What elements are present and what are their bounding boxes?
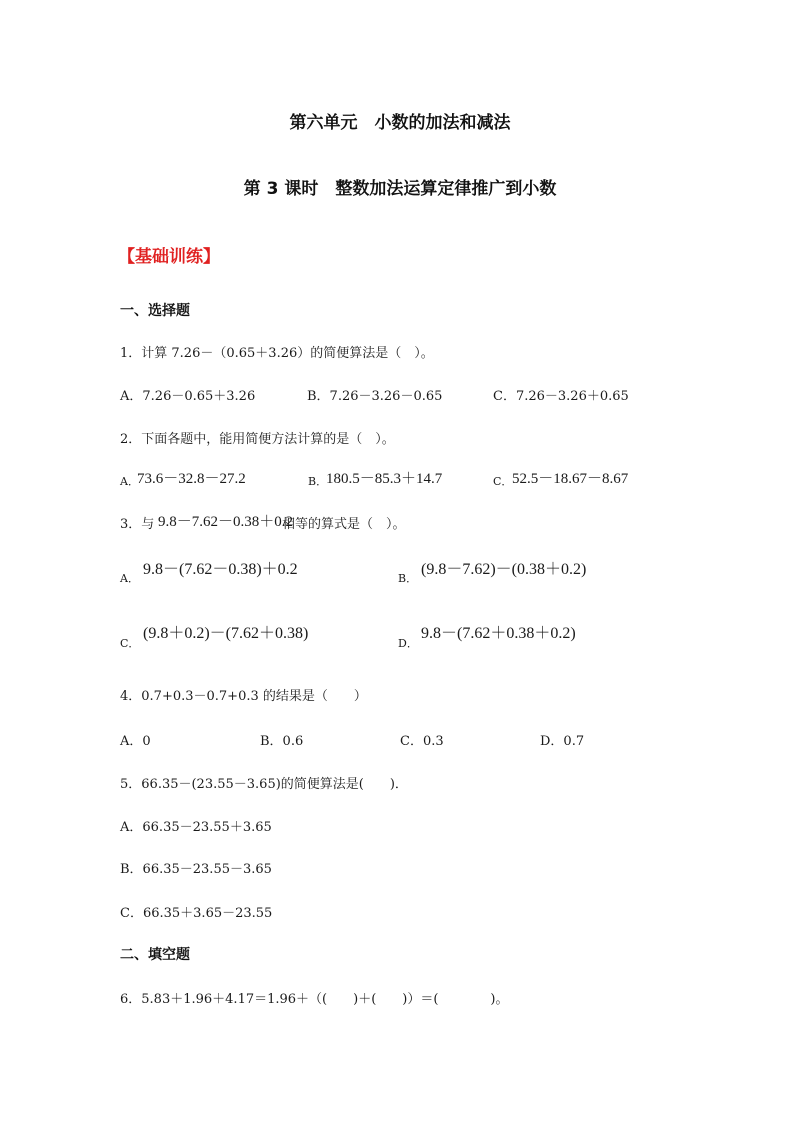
question-3-prefix: 3．与: [120, 517, 155, 532]
question-3-option-c: (9.8＋0.2)－(7.62＋0.38): [143, 625, 309, 642]
question-1-option-a: A．7.26－0.65＋3.26: [120, 389, 256, 404]
question-3-option-b: (9.8－7.62)－(0.38＋0.2): [421, 561, 587, 578]
question-2-option-a-label: A．: [120, 475, 139, 488]
lesson-title: 第 3 课时 整数加法运算定律推广到小数: [243, 179, 557, 199]
question-4-option-a: A．0: [120, 734, 151, 749]
question-3-option-c-label: C．: [120, 637, 140, 650]
question-3-option-d-label: D．: [398, 637, 418, 650]
question-2-option-c-label: C．: [493, 475, 513, 488]
unit-title: 第六单元 小数的加法和减法: [289, 113, 511, 133]
section-fill-in-title: 二、填空题: [120, 947, 190, 963]
question-5: 5．66.35－(23.55－3.65)的简便算法是( )．: [120, 777, 408, 792]
question-2: 2．下面各题中，能用简便方法计算的是（ ）。: [120, 432, 395, 447]
question-2-option-b-label: B．: [308, 475, 328, 488]
question-4: 4．0.7+0.3－0.7+0.3 的结果是（ ）: [120, 689, 367, 704]
training-label: 【基础训练】: [118, 247, 220, 267]
section-multiple-choice-title: 一、选择题: [120, 303, 190, 319]
question-5-option-a: A．66.35－23.55＋3.65: [120, 820, 272, 835]
question-1: 1．计算 7.26－（0.65＋3.26）的简便算法是（ ）。: [120, 346, 434, 361]
question-4-option-c: C．0.3: [400, 734, 444, 749]
question-4-option-d: D．0.7: [540, 734, 585, 749]
question-2-option-a: 73.6－32.8－27.2: [137, 471, 246, 487]
question-3-option-a-label: A．: [120, 572, 139, 585]
question-4-option-b: B．0.6: [260, 734, 304, 749]
question-2-option-c: 52.5－18.67－8.67: [512, 471, 629, 487]
question-5-option-c: C．66.35＋3.65－23.55: [120, 906, 273, 921]
question-1-option-b: B．7.26－3.26－0.65: [307, 389, 443, 404]
question-3-suffix: 相等的算式是（ ）。: [282, 517, 406, 532]
question-3-option-d: 9.8－(7.62＋0.38＋0.2): [421, 625, 576, 642]
question-3-option-a: 9.8－(7.62－0.38)＋0.2: [143, 561, 298, 578]
question-5-option-b: B．66.35－23.55－3.65: [120, 862, 272, 877]
question-3-expression: 9.8－7.62－0.38＋0.2: [158, 514, 294, 530]
question-3-option-b-label: B．: [398, 572, 418, 585]
question-1-option-c: C．7.26－3.26＋0.65: [493, 389, 629, 404]
question-2-option-b: 180.5－85.3＋14.7: [326, 471, 443, 487]
question-6: 6．5.83＋1.96＋4.17＝1.96＋（( )＋( )）＝( )。: [120, 992, 509, 1007]
